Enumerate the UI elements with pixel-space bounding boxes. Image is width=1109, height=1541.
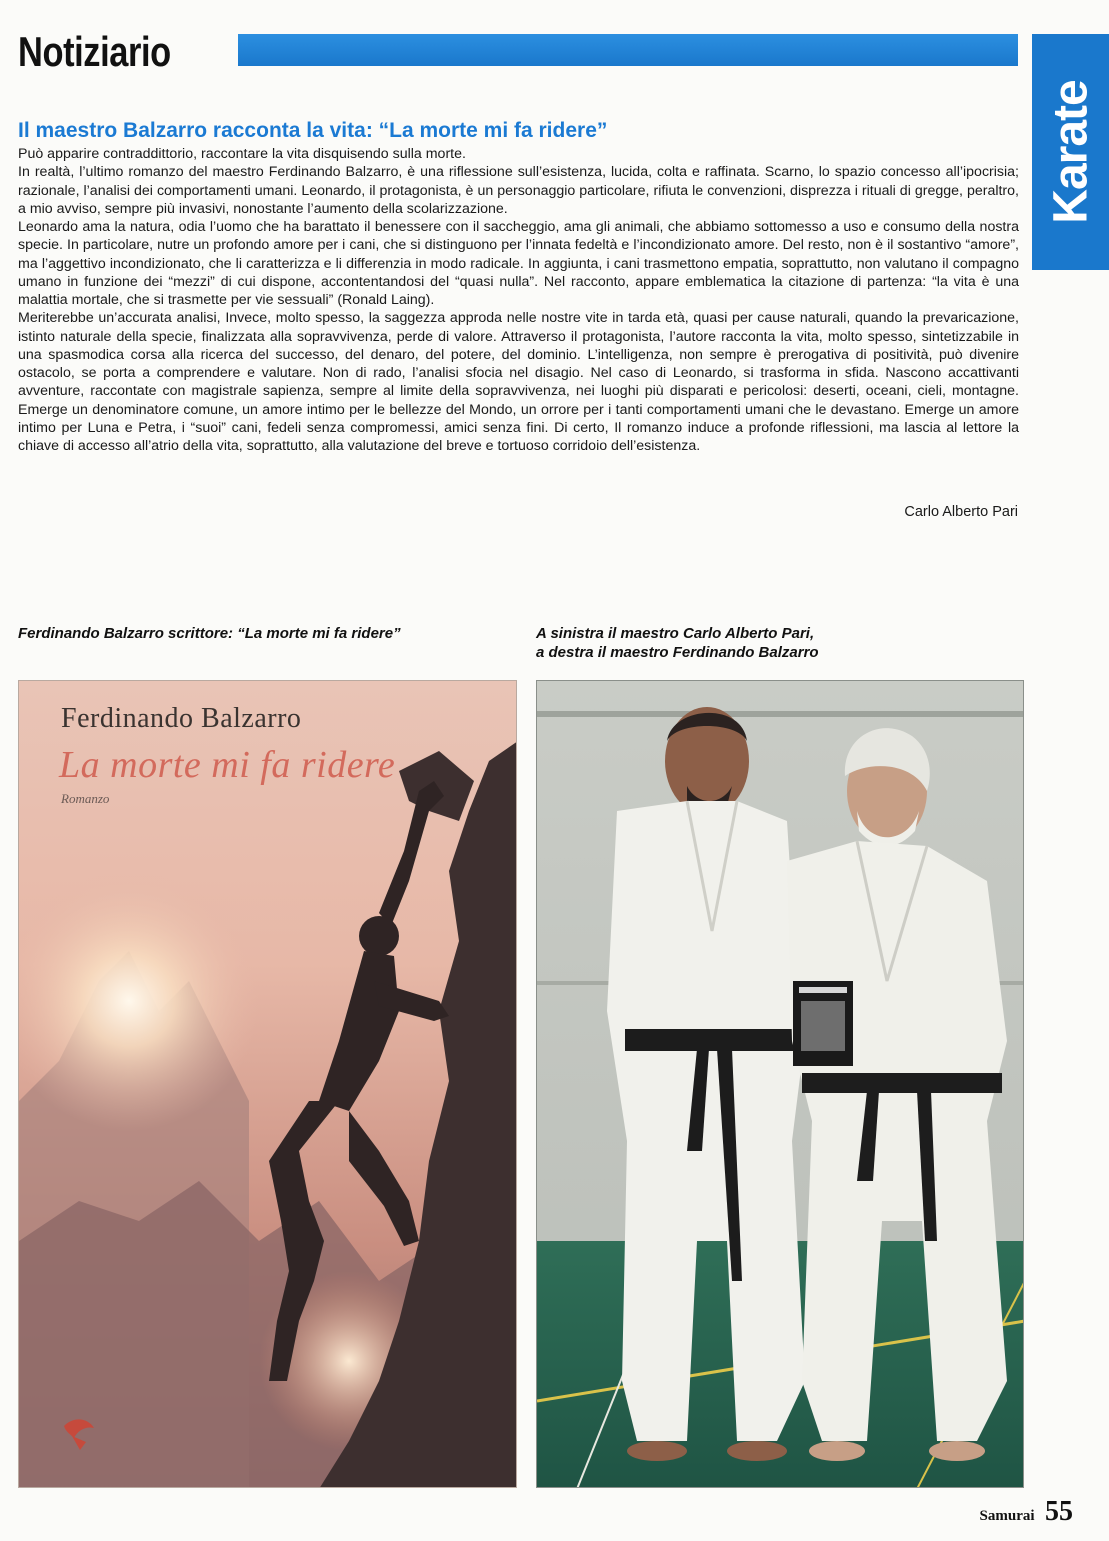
article-paragraph: Meriterebbe un’accurata analisi, Invece, molto spesso, la saggezza approda nelle nostre vite in tarda età, quasi per cause naturali, quando la prevaricazione, istinto naturale della specie, finalizzata alla sopravvivenza, perde di valore. Attraverso il protagonista, l’autore racconta la vita, molto spesso, sintetizzabile in una spasmodica corsa alla ricerca del successo, del denaro, del potere, del dominio. L’intelligenza, non sempre è prerogativa di positività, può divenire ostacolo, se porta a comprendere e valutare. Non di rado, l’analisi sfocia nel disagio. Nel caso di Leonardo, si trasforma in sfida. Nascono accattivanti avventure, raccontate con magistrale sapienza, sempre al limite della sopravvivenza, nei luoghi più disparati e pericolosi: deserti, oceani, cieli, montagne. Emerge un denominatore comune, un amore intimo per le bellezze del Mondo, un orrore per i tanti comportamenti umani che le devastano. Emerge un amore intimo per Luna e Petra, i “suoi” cani, fedeli senza compromessi, amici senza fini. Di certo, Il romanzo induce a profonde riflessioni, ma lascia al lettore la chiave di accesso all’atrio della vita, soprattutto, alla valutazione del breve e tortuoso corridoio dell’esistenza. <box>18 310 1019 454</box>
section-title: Notiziario <box>18 28 171 75</box>
header-accent-bar <box>238 34 1018 66</box>
article-body <box>18 145 1019 455</box>
photo-caption-line: a destra il maestro Ferdinando Balzarro <box>536 644 819 661</box>
book-cover-image <box>18 680 517 1488</box>
book-cover-author: Ferdinando Balzarro <box>61 703 302 734</box>
book-cover-genre: Romanzo <box>61 791 110 806</box>
masters-photo <box>536 680 1024 1488</box>
page-number: 55 <box>1045 1496 1073 1527</box>
magazine-name: Samurai <box>979 1508 1035 1524</box>
article-paragraph: In realtà, l’ultimo romanzo del maestro Ferdinando Balzarro, è una riflessione sull’esistenza, lucida, colta e raffinata. Scarno, lo spazio concesso all’ipocrisia; razionale, l’analisi dei comportamenti umani. Leonardo, il protagonista, è un personaggio particolare, rifiuta le convenzioni, disprezza i rituali di gregge, peraltro, a mio avviso, sempre più invasivi, nonostante l’aumento della scolarizzazione. <box>18 164 1019 217</box>
book-cover-title: La morte mi fa ridere <box>59 744 396 786</box>
article-headline: Il maestro Balzarro racconta la vita: “La morte mi fa ridere” <box>18 119 608 142</box>
photo-caption <box>536 624 1016 662</box>
page-footer <box>980 1496 1073 1528</box>
photo-caption-line: A sinistra il maestro Carlo Alberto Pari, <box>536 625 815 642</box>
book-cover-caption: Ferdinando Balzarro scrittore: “La morte mi fa ridere” <box>18 625 401 642</box>
article-paragraph: Leonardo ama la natura, odia l’uomo che ha barattato il benessere con il saccheggio, ama gli animali, che abbiamo sottomesso a uso e consumo della nostra specie. In particolare, nutre un profondo amore per i cani, che si distinguono per l’innata fedeltà e l’incondizionato amore. Del resto, non è il sostantivo “amore”, ma l’aggettivo incondizionato, che li caratterizza e li differenzia in modo radicale. In aggiunta, i cani trasmettono empatia, soprattutto, non valutano il compagno umano in funzione dei “mezzi” di cui dispone, accontentandosi del “quasi nulla”. Nel racconto, appare emblematica la citazione di partenza: “la vita è una malattia mortale, che si trasmette per vie sessuali” (Ronald Laing). <box>18 219 1019 308</box>
article-paragraph: Può apparire contraddittorio, raccontare la vita disquisendo sulla morte. <box>18 146 466 162</box>
article-author: Carlo Alberto Pari <box>904 504 1018 520</box>
side-tab <box>1032 34 1109 270</box>
book-icon <box>793 981 853 1066</box>
side-tab-label: Karate <box>1044 80 1097 224</box>
masters-photo-illustration <box>537 681 1024 1488</box>
